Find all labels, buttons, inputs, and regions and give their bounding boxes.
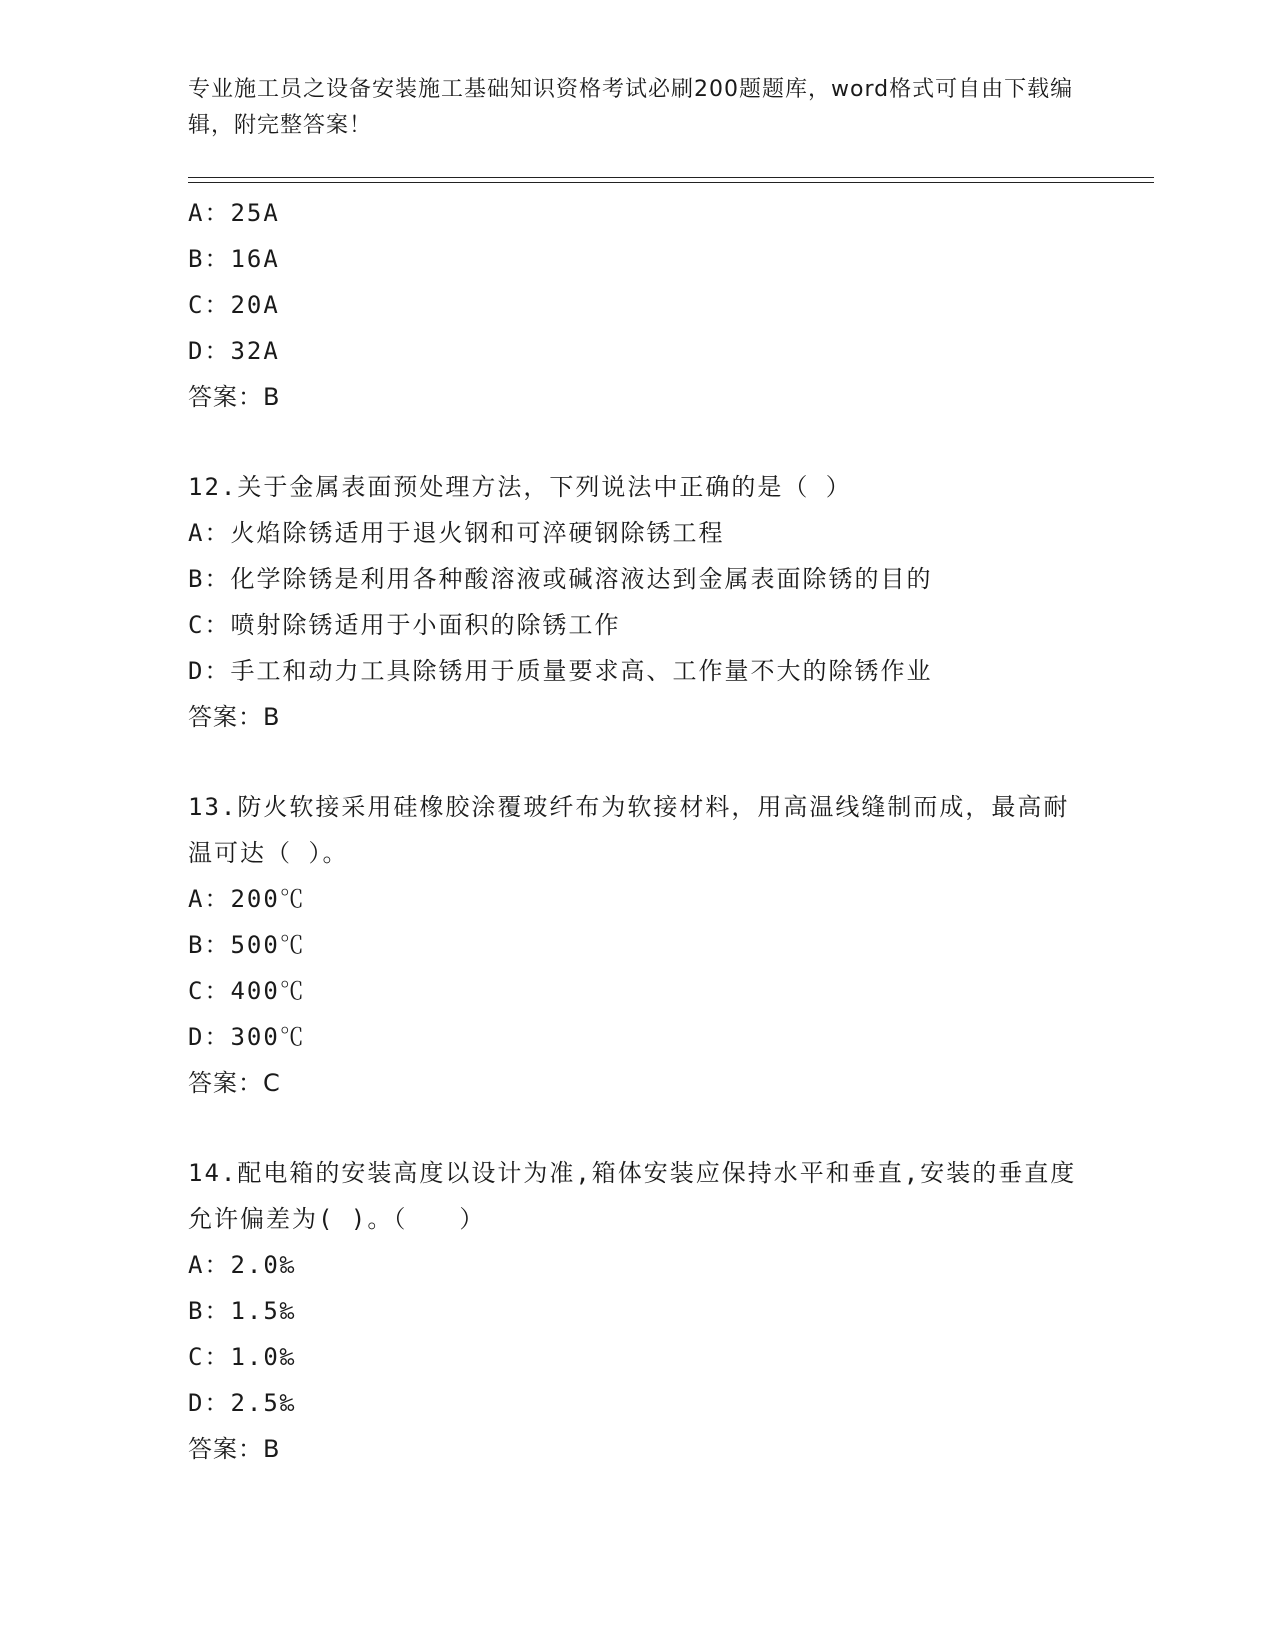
answer: 答案：B [188,703,281,731]
question-11 [188,190,1088,420]
document-header: 专业施工员之设备安装施工基础知识资格考试必刷200题题库，word格式可自由下载编辑，附完整答案！ [188,77,1074,138]
question-12 [188,464,1088,740]
option-a: A：25A [188,199,280,227]
document-body [188,190,1088,1472]
option-a: A：2.0‰ [188,1251,297,1279]
question-text: 12.关于金属表面预处理方法，下列说法中正确的是（ ） [188,473,852,501]
option-d: D：300℃ [188,1023,306,1051]
option-a: A：火焰除锈适用于退火钢和可淬硬钢除锈工程 [188,519,725,547]
option-b: B：500℃ [188,931,306,959]
option-a: A：200℃ [188,885,306,913]
option-b: B：1.5‰ [188,1297,297,1325]
question-14 [188,1150,1088,1472]
header-divider-bottom [188,182,1154,183]
option-b: B：16A [188,245,280,273]
header-divider-top [188,177,1154,178]
option-c: C：1.0‰ [188,1343,297,1371]
question-13 [188,784,1088,1106]
question-text: 14.配电箱的安装高度以设计为准,箱体安装应保持水平和垂直,安装的垂直度允许偏差为( )。（ ） [188,1159,1077,1233]
option-d: D：2.5‰ [188,1389,297,1417]
option-c: C：400℃ [188,977,306,1005]
answer: 答案：C [188,1069,281,1097]
answer: 答案：B [188,383,281,411]
option-c: C：喷射除锈适用于小面积的除锈工作 [188,611,621,639]
option-d: D：32A [188,337,280,365]
option-b: B：化学除锈是利用各种酸溶液或碱溶液达到金属表面除锈的目的 [188,565,933,593]
question-text: 13.防火软接采用硅橡胶涂覆玻纤布为软接材料，用高温线缝制而成，最高耐温可达（ ）。 [188,793,1070,867]
option-c: C：20A [188,291,280,319]
answer: 答案：B [188,1435,281,1463]
option-d: D：手工和动力工具除锈用于质量要求高、工作量不大的除锈作业 [188,657,933,685]
